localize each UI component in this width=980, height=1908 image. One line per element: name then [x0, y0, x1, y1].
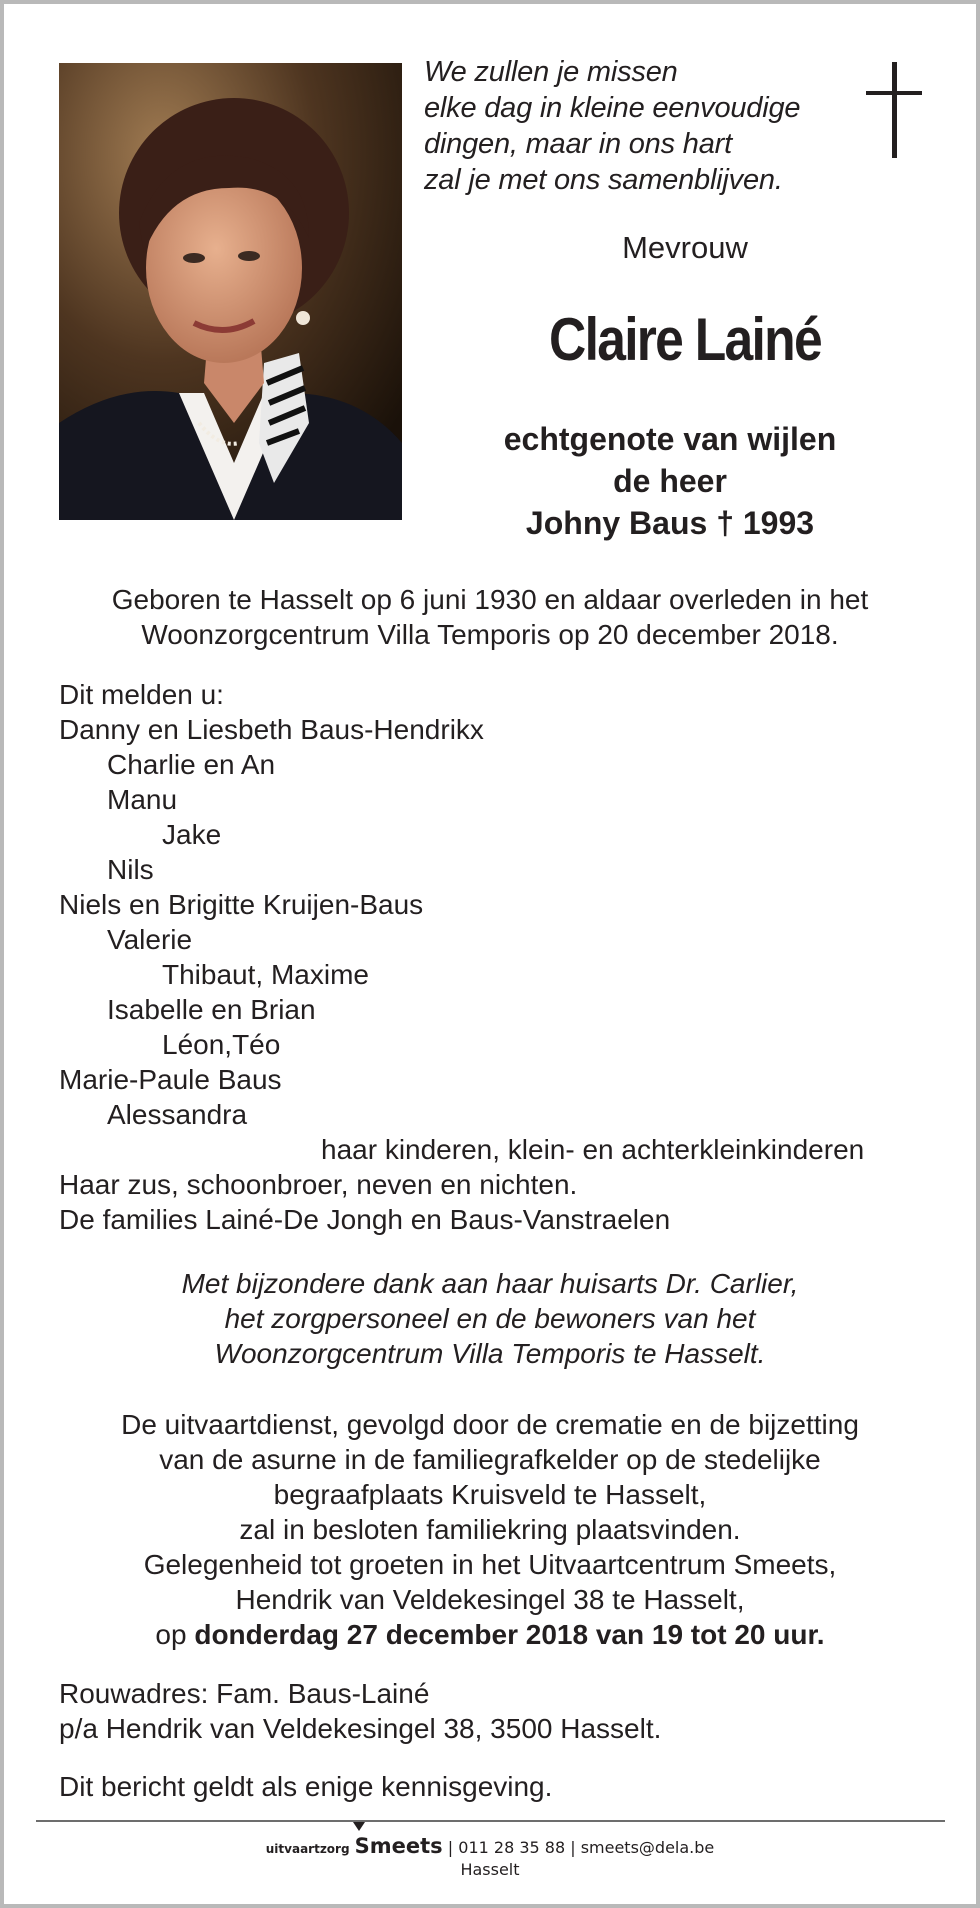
- poem-line: elke dag in kleine eenvoudige: [424, 92, 801, 124]
- service-date: donderdag 27 december 2018 van 19 tot 20 uur.: [194, 1619, 825, 1650]
- triangle-down-icon: [353, 1822, 365, 1831]
- service-line: begraafplaats Kruisveld te Hasselt,: [273, 1479, 707, 1510]
- deceased-name: Claire Lainé: [549, 306, 821, 373]
- spouse-info: [460, 418, 880, 544]
- spouse-line: de heer: [613, 463, 727, 499]
- service-line: De uitvaartdienst, gevolgd door de crematie en de bijzetting: [121, 1409, 859, 1440]
- family-line: Danny en Liesbeth Baus-Hendrikx: [59, 714, 484, 745]
- contact-info: | 011 28 35 88 | smeets@dela.be: [447, 1838, 715, 1857]
- funeral-home-footer: [0, 1834, 980, 1879]
- announce-intro: Dit melden u:: [59, 679, 224, 710]
- family-line: Marie-Paule Baus: [59, 1064, 282, 1095]
- family-line: Isabelle en Brian: [107, 994, 316, 1025]
- funeral-service-info: [0, 1407, 980, 1652]
- poem: [424, 54, 800, 198]
- family-line: Léon,Téo: [162, 1029, 281, 1060]
- birth-line: Woonzorgcentrum Villa Temporis op 20 december 2018.: [141, 619, 839, 650]
- poem-line: zal je met ons samenblijven.: [424, 164, 783, 196]
- footer-city: Hasselt: [460, 1860, 520, 1879]
- family-line: Niels en Brigitte Kruijen-Baus: [59, 889, 424, 920]
- service-line: zal in besloten familiekring plaatsvinden.: [239, 1514, 741, 1545]
- service-date-line: [0, 1617, 980, 1652]
- family-line: Charlie en An: [107, 749, 276, 780]
- service-date-prefix: op: [155, 1619, 195, 1650]
- family-extra: De families Lainé-De Jongh en Baus-Vanstraelen: [59, 1204, 671, 1235]
- thanks-note: [0, 1266, 980, 1371]
- service-line: Hendrik van Veldekesingel 38 te Hasselt,: [235, 1584, 745, 1615]
- family-line: Valerie: [107, 924, 193, 955]
- poem-line: dingen, maar in ons hart: [424, 128, 732, 160]
- brand-small-text: uitvaartzorg: [265, 1842, 350, 1856]
- family-summary: haar kinderen, klein- en achterkleinkinderen: [321, 1134, 865, 1165]
- family-line: Thibaut, Maxime: [162, 959, 369, 990]
- poem-line: We zullen je missen: [424, 56, 678, 88]
- family-line: Alessandra: [107, 1099, 248, 1130]
- address-line: Rouwadres: Fam. Baus-Lainé: [59, 1678, 430, 1709]
- footer-divider: [36, 1820, 945, 1822]
- service-line: Gelegenheid tot groeten in het Uitvaartcentrum Smeets,: [143, 1549, 837, 1580]
- family-extra: Haar zus, schoonbroer, neven en nichten.: [59, 1169, 578, 1200]
- spouse-line: Johny Baus † 1993: [525, 505, 815, 541]
- family-line: Manu: [107, 784, 178, 815]
- family-line: Jake: [162, 819, 222, 850]
- mourning-address: [59, 1676, 661, 1746]
- thanks-line: het zorgpersoneel en de bewoners van het: [224, 1303, 756, 1334]
- notice-text: Dit bericht geldt als enige kennisgeving.: [59, 1771, 553, 1802]
- thanks-line: Woonzorgcentrum Villa Temporis te Hasselt.: [214, 1338, 766, 1369]
- brand-name-text: Smeets: [354, 1834, 443, 1858]
- brand-name: [355, 1834, 443, 1858]
- service-line: van de asurne in de familiegrafkelder op de stedelijke: [159, 1444, 821, 1475]
- address-line: p/a Hendrik van Veldekesingel 38, 3500 Hasselt.: [59, 1713, 662, 1744]
- latin-cross-icon: [866, 62, 922, 158]
- birth-death-info: [0, 582, 980, 652]
- thanks-line: Met bijzondere dank aan haar huisarts Dr. Carlier,: [181, 1268, 799, 1299]
- honorific: Mevrouw: [622, 230, 748, 265]
- family-announcement: [59, 677, 864, 1237]
- family-line: Nils: [107, 854, 154, 885]
- portrait-photo: [59, 63, 402, 520]
- spouse-line: echtgenote van wijlen: [503, 421, 837, 457]
- birth-line: Geboren te Hasselt op 6 juni 1930 en aldaar overleden in het: [111, 584, 869, 615]
